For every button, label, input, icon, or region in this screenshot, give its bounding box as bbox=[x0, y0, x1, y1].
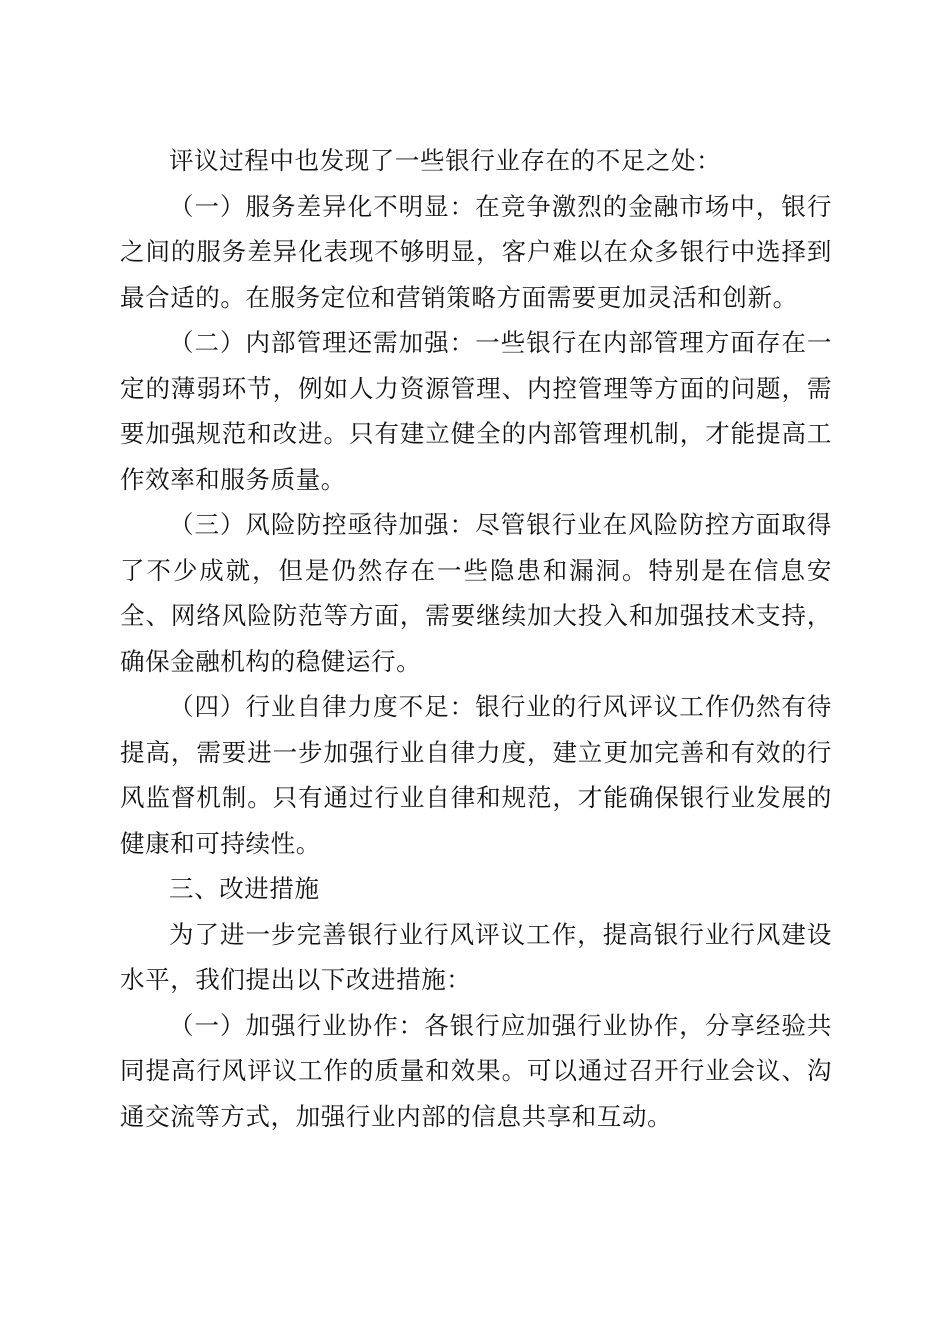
issue-1-paragraph: （一）服务差异化不明显：在竞争激烈的金融市场中，银行之间的服务差异化表现不够明显，客户难以在众多银行中选择到最合适的。在服务定位和营销策略方面需要更加灵活和创新。 bbox=[120, 191, 832, 312]
measures-intro-paragraph: 为了进一步完善银行业行风评议工作，提高银行业行风建设水平，我们提出以下改进措施： bbox=[120, 919, 832, 994]
measure-1-paragraph: （一）加强行业协作：各银行应加强行业协作，分享经验共同提高行风评议工作的质量和效果。可以通过召开行业会议、沟通交流等方式，加强行业内部的信息共享和互动。 bbox=[120, 1010, 832, 1131]
issue-2-paragraph: （二）内部管理还需加强：一些银行在内部管理方面存在一定的薄弱环节，例如人力资源管理、内控管理等方面的问题，需要加强规范和改进。只有建立健全的内部管理机制，才能提高工作效率和服务质量。 bbox=[120, 328, 832, 494]
issue-4-paragraph: （四）行业自律力度不足：银行业的行风评议工作仍然有待提高，需要进一步加强行业自律力度，建立更加完善和有效的行风监督机制。只有通过行业自律和规范，才能确保银行业发展的健康和可持续性。 bbox=[120, 692, 832, 858]
intro-paragraph: 评议过程中也发现了一些银行业存在的不足之处： bbox=[169, 146, 722, 175]
issue-3-paragraph: （三）风险防控亟待加强：尽管银行业在风险防控方面取得了不少成就，但是仍然存在一些隐患和漏洞。特别是在信息安全、网络风险防范等方面，需要继续加大投入和加强技术支持，确保金融机构的稳健运行。 bbox=[120, 510, 832, 676]
document-page bbox=[120, 138, 832, 1139]
section-heading: 三、改进措施 bbox=[169, 874, 320, 903]
